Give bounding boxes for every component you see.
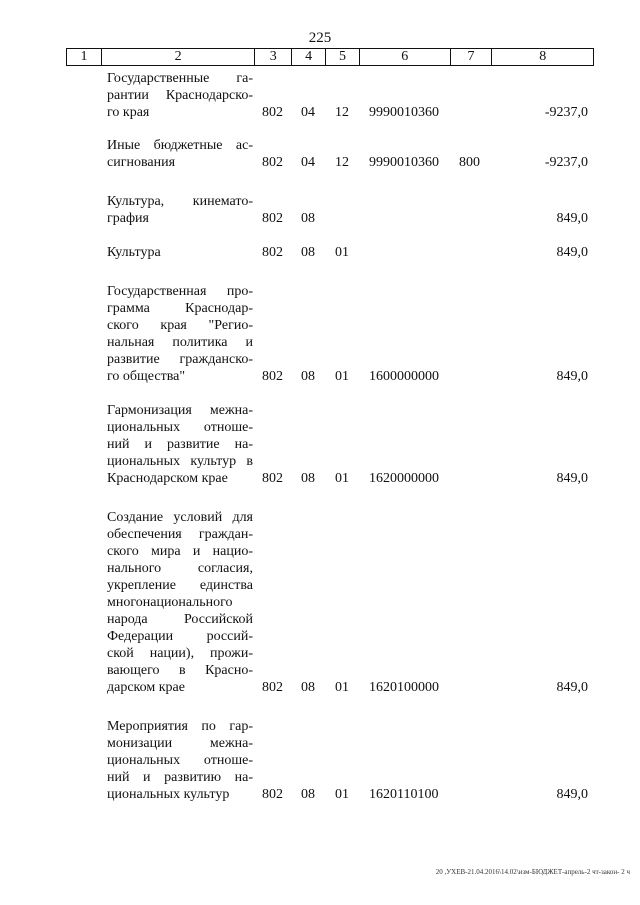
row-name xyxy=(107,509,253,696)
header-col-5: 5 xyxy=(326,49,360,65)
row-c6-value: 9990010360 xyxy=(369,105,439,120)
row-name-line: рантии Краснодарско- xyxy=(107,88,253,103)
row-c8-value: -9237,0 xyxy=(544,105,588,120)
row-name-line: Государственная про- xyxy=(107,284,253,299)
row-c3-value: 802 xyxy=(262,680,283,695)
header-col-4: 4 xyxy=(292,49,326,65)
row-name-line: Гармонизация межна- xyxy=(107,403,253,418)
table-header xyxy=(66,48,594,66)
row-c6-value: 9990010360 xyxy=(369,155,439,170)
row-c6-value: 1600000000 xyxy=(369,369,439,384)
row-name-line: Культура, кинемато- xyxy=(107,194,253,209)
row-name-line: Создание условий для xyxy=(107,510,253,525)
row-name-line: Культура xyxy=(107,245,161,260)
row-c6-value: 1620110100 xyxy=(369,787,439,802)
row-c3-value: 802 xyxy=(262,369,283,384)
row-name-line: сигнования xyxy=(107,155,176,170)
row-name-line: ний и развитие на- xyxy=(107,437,253,452)
row-name-line: циональных отноше- xyxy=(107,420,253,435)
row-c5-value: 01 xyxy=(335,245,349,260)
row-c4-value: 08 xyxy=(301,245,315,260)
row-c8-value: 849,0 xyxy=(556,471,588,486)
header-col-7: 7 xyxy=(451,49,493,65)
row-c5-value: 01 xyxy=(335,787,349,802)
row-name-line: Краснодарском крае xyxy=(107,471,228,486)
row-c6-value: 1620100000 xyxy=(369,680,439,695)
row-name-line: Мероприятия по гар- xyxy=(107,719,253,734)
row-name-line: нального согласия, xyxy=(107,561,253,576)
row-name-line: многонационального xyxy=(107,595,233,610)
row-name-line: укрепление единства xyxy=(107,578,253,593)
row-name-line: го общества" xyxy=(107,369,186,384)
row-name-line: ского края "Регио- xyxy=(107,318,253,333)
row-c4-value: 04 xyxy=(301,105,315,120)
row-name-line: ний и развитию на- xyxy=(107,770,253,785)
row-name-line: циональных культур в xyxy=(107,454,253,469)
header-col-6: 6 xyxy=(360,49,451,65)
row-name xyxy=(107,193,253,227)
row-c5-value: 12 xyxy=(335,155,349,170)
row-name-line: монизации межна- xyxy=(107,736,253,751)
row-name-line: циональных отноше- xyxy=(107,753,253,768)
row-c8-value: 849,0 xyxy=(556,245,588,260)
row-name-line: Иные бюджетные ас- xyxy=(107,138,253,153)
row-c3-value: 802 xyxy=(262,471,283,486)
row-c8-value: -9237,0 xyxy=(544,155,588,170)
page-number: 225 xyxy=(308,30,332,46)
row-name xyxy=(107,244,253,261)
row-c5-value: 01 xyxy=(335,369,349,384)
row-name-line: циональных культур xyxy=(107,787,230,802)
row-name-line: обеспечения граждан- xyxy=(107,527,253,542)
row-c4-value: 08 xyxy=(301,787,315,802)
row-name-line: го края xyxy=(107,105,150,120)
row-name xyxy=(107,70,253,121)
row-c4-value: 08 xyxy=(301,369,315,384)
row-name-line: Государственные га- xyxy=(107,71,253,86)
row-c3-value: 802 xyxy=(262,155,283,170)
row-name xyxy=(107,283,253,385)
row-name-line: вающего в Красно- xyxy=(107,663,253,678)
header-col-1: 1 xyxy=(67,49,102,65)
row-name xyxy=(107,718,253,803)
row-name-line: ского мира и нацио- xyxy=(107,544,253,559)
row-name-line: ской нации), прожи- xyxy=(107,646,253,661)
header-col-2: 2 xyxy=(102,49,255,65)
row-c3-value: 802 xyxy=(262,105,283,120)
row-name xyxy=(107,137,253,171)
row-c7-value: 800 xyxy=(459,155,480,170)
row-name-line: графия xyxy=(107,211,149,226)
row-name-line: народа Российской xyxy=(107,612,253,627)
row-name xyxy=(107,402,253,487)
row-c4-value: 08 xyxy=(301,680,315,695)
row-c8-value: 849,0 xyxy=(556,680,588,695)
row-name-line: Федерации россий- xyxy=(107,629,253,644)
footer-file-note: 20 ,УХЕВ-21.04.2016\14.02\изм-БЮДЖЕТ-апрель-2 чт-закон- 2 ч xyxy=(435,868,630,876)
row-name-line: дарском крае xyxy=(107,680,185,695)
row-c4-value: 08 xyxy=(301,211,315,226)
row-c3-value: 802 xyxy=(262,245,283,260)
header-col-3: 3 xyxy=(255,49,292,65)
row-c4-value: 08 xyxy=(301,471,315,486)
row-c8-value: 849,0 xyxy=(556,787,588,802)
row-c4-value: 04 xyxy=(301,155,315,170)
row-c3-value: 802 xyxy=(262,211,283,226)
row-name-line: нальная политика и xyxy=(107,335,253,350)
row-c5-value: 01 xyxy=(335,680,349,695)
row-c8-value: 849,0 xyxy=(556,369,588,384)
row-c5-value: 12 xyxy=(335,105,349,120)
row-c5-value: 01 xyxy=(335,471,349,486)
header-col-8: 8 xyxy=(539,49,547,64)
row-c8-value: 849,0 xyxy=(556,211,588,226)
row-c3-value: 802 xyxy=(262,787,283,802)
row-name-line: грамма Краснодар- xyxy=(107,301,253,316)
row-name-line: развитие гражданско- xyxy=(107,352,253,367)
row-c6-value: 1620000000 xyxy=(369,471,439,486)
